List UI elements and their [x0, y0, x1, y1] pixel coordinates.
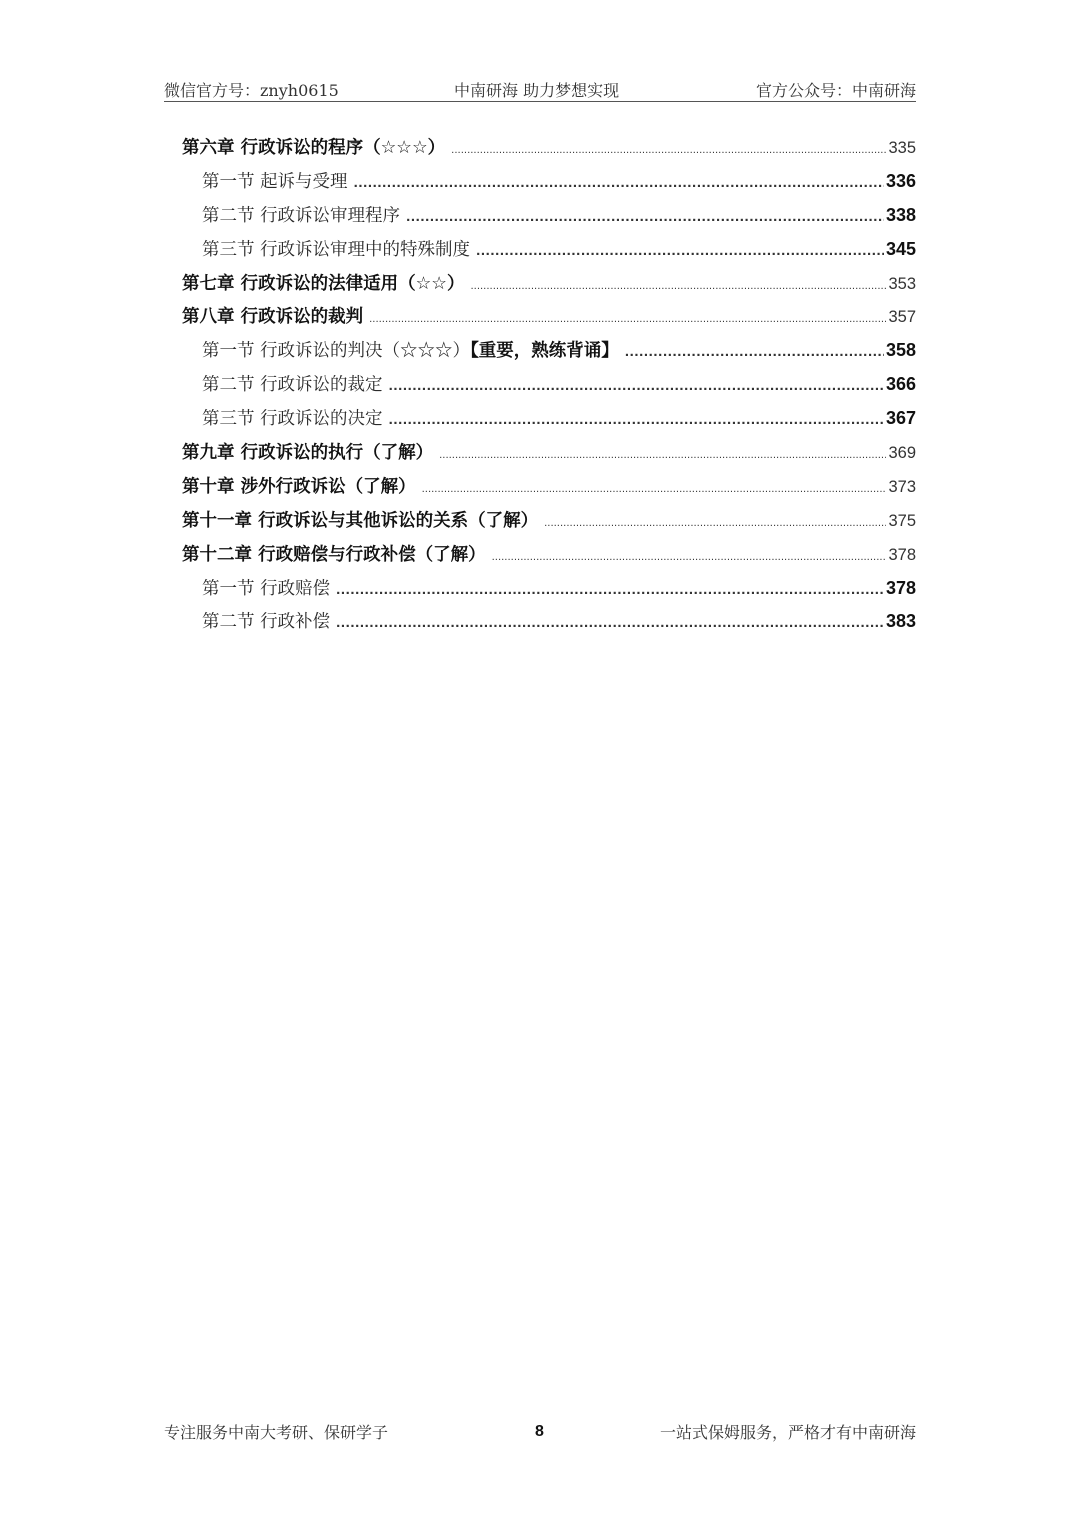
toc-entry-title-text: 第七章 行政诉讼的法律适用（☆☆） [182, 273, 465, 294]
dot-leader [336, 612, 884, 632]
toc-entry-title [202, 405, 383, 430]
toc-entry-tag: 【重要，熟练背诵】 [470, 341, 619, 362]
toc-entry-page-number: 353 [888, 274, 916, 293]
toc-entry-title [182, 541, 486, 566]
toc-entry-title [182, 270, 464, 295]
dot-leader [476, 240, 884, 260]
toc-entry-chapter[interactable] [182, 473, 916, 507]
toc-entry-title [202, 371, 383, 396]
dot-leader [422, 477, 887, 497]
toc-entry-title-text: 第一节 行政赔偿 [202, 578, 331, 599]
toc-entry-page-number: 366 [885, 374, 916, 395]
toc-entry-chapter[interactable] [182, 439, 916, 473]
toc-entry-title [182, 134, 445, 159]
toc-entry-title-text: 第二节 行政诉讼审理程序 [202, 205, 401, 226]
footer-right-text: 一站式保姆服务，严格才有中南研海 [659, 1423, 916, 1442]
toc-entry-section[interactable] [182, 371, 916, 405]
toc-entry-chapter[interactable] [182, 303, 916, 337]
table-of-contents [182, 134, 916, 642]
toc-entry-title-text: 第二节 行政诉讼的裁定 [202, 375, 383, 396]
toc-entry-page-number: 345 [885, 238, 916, 259]
toc-entry-page-number: 336 [885, 170, 916, 191]
footer-left-text: 专注服务中南大考研、保研学子 [164, 1423, 389, 1442]
toc-entry-chapter[interactable] [182, 270, 916, 304]
toc-entry-section[interactable] [182, 337, 916, 371]
header-divider [164, 101, 916, 102]
dot-leader [406, 206, 884, 226]
toc-entry-page-number: 373 [888, 477, 916, 496]
toc-entry-page-number: 369 [888, 444, 916, 463]
toc-entry-section[interactable] [182, 575, 916, 609]
header-slogan: 中南研海 助力梦想实现 [454, 81, 620, 100]
page-header [164, 78, 916, 102]
toc-entry-section[interactable] [182, 405, 916, 439]
toc-entry-title-text: 第十一章 行政诉讼与其他诉讼的关系（了解） [182, 510, 539, 531]
toc-entry-title-text: 第九章 行政诉讼的执行（了解） [182, 443, 434, 464]
toc-entry-title [182, 303, 363, 328]
toc-entry-title [182, 439, 433, 464]
toc-entry-section[interactable] [182, 202, 916, 236]
toc-entry-title [202, 608, 330, 633]
dot-leader [354, 172, 884, 192]
toc-entry-page-number: 367 [885, 408, 916, 429]
toc-entry-title-text: 第二节 行政补偿 [202, 612, 331, 633]
dot-leader [492, 545, 887, 565]
toc-entry-section[interactable] [182, 608, 916, 642]
toc-entry-title [202, 337, 619, 362]
toc-entry-title-text: 第三节 行政诉讼的决定 [202, 409, 383, 430]
toc-entry-title-text: 第十章 涉外行政诉讼（了解） [182, 476, 416, 497]
toc-entry-chapter[interactable] [182, 541, 916, 575]
toc-entry-page-number: 358 [885, 340, 916, 361]
page-number: 8 [535, 1423, 544, 1440]
toc-entry-title-text: 第十二章 行政赔偿与行政补偿（了解） [182, 544, 486, 565]
toc-entry-title-text: 第一节 起诉与受理 [202, 171, 348, 192]
dot-leader [336, 579, 884, 599]
toc-entry-title-text: 第六章 行政诉讼的程序（☆☆☆） [182, 138, 446, 158]
toc-entry-title-text: 第一节 行政诉讼的判决（☆☆☆） [202, 341, 471, 362]
toc-entry-title [182, 507, 538, 532]
header-wechat-id: 微信官方号：znyh0615 [164, 81, 339, 100]
dot-leader [439, 443, 886, 463]
toc-entry-section[interactable] [182, 168, 916, 202]
toc-entry-section[interactable] [182, 236, 916, 270]
toc-entry-page-number: 335 [888, 139, 916, 157]
dot-leader [544, 511, 886, 531]
toc-entry-title [202, 575, 330, 600]
dot-leader [369, 307, 886, 327]
dot-leader [451, 138, 886, 158]
toc-entry-page-number: 338 [885, 204, 916, 225]
dot-leader [625, 341, 884, 361]
toc-entry-chapter[interactable] [182, 507, 916, 541]
page-footer [164, 1420, 916, 1446]
toc-entry-title [202, 168, 348, 193]
toc-entry-chapter[interactable] [182, 134, 916, 168]
toc-entry-title [202, 236, 470, 261]
header-official-account: 官方公众号：中南研海 [755, 81, 916, 100]
toc-entry-title [182, 473, 416, 498]
dot-leader [389, 409, 884, 429]
toc-entry-page-number: 383 [885, 611, 916, 632]
toc-entry-title [202, 202, 400, 227]
toc-entry-title-text: 第三节 行政诉讼审理中的特殊制度 [202, 239, 471, 260]
toc-entry-page-number: 378 [888, 545, 916, 564]
dot-leader [470, 274, 886, 294]
dot-leader [389, 375, 884, 395]
toc-entry-page-number: 357 [888, 308, 916, 327]
toc-entry-page-number: 378 [885, 577, 916, 598]
toc-entry-title-text: 第八章 行政诉讼的裁判 [182, 307, 364, 328]
toc-entry-page-number: 375 [888, 511, 916, 530]
